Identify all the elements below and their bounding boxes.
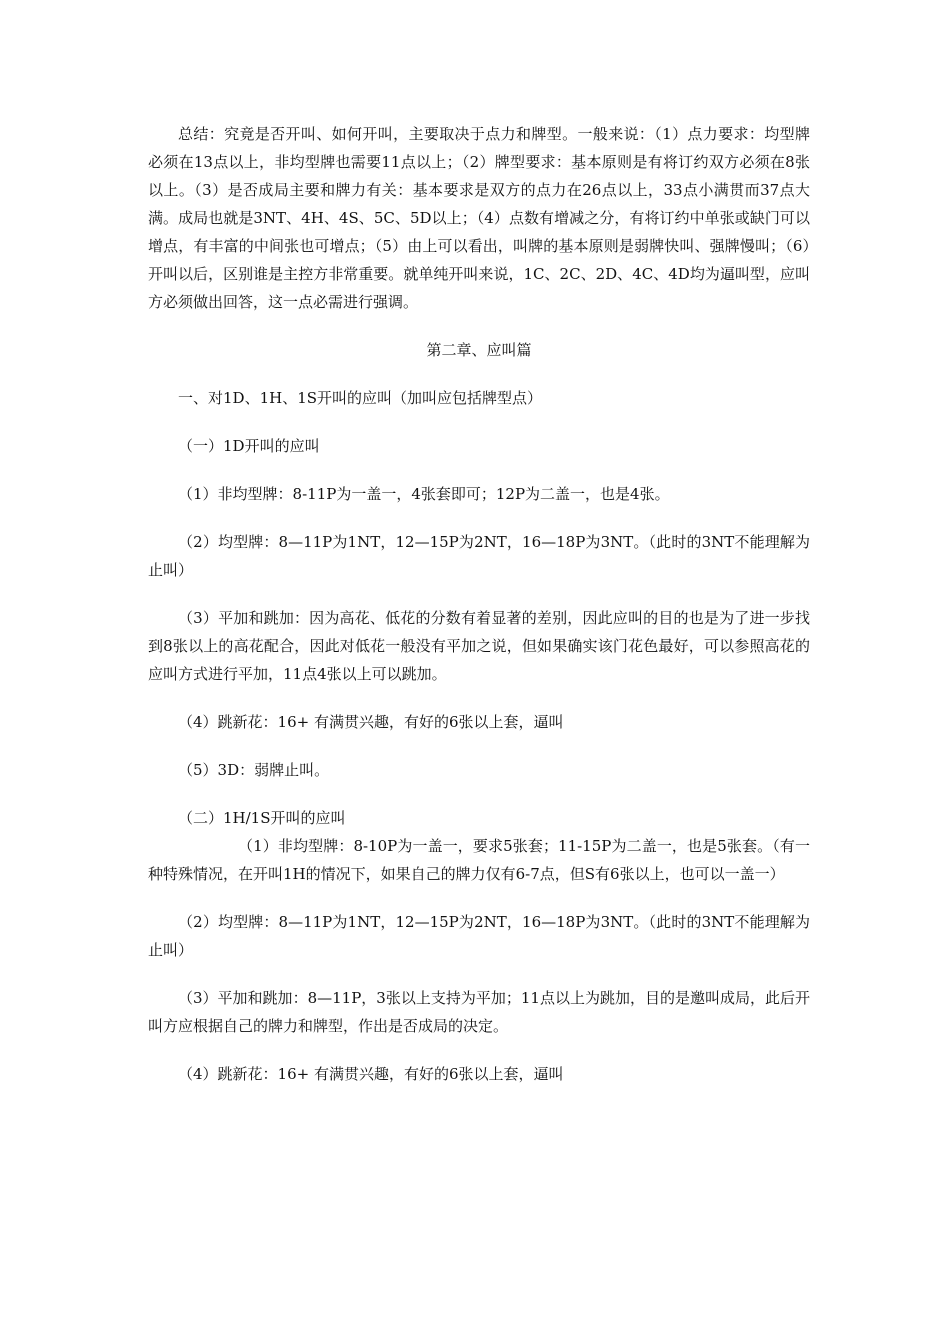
chapter-title: 第二章、应叫篇	[426, 341, 532, 359]
subsection-heading-1h-1s: （二）1H/1S开叫的应叫	[178, 809, 346, 827]
rule-item: （4）跳新花：16+ 有满贯兴趣，有好的6张以上套，逼叫	[178, 1065, 564, 1083]
rule-item: （5）3D：弱牌止叫。	[178, 761, 330, 779]
summary-paragraph: 总结：究竟是否开叫、如何开叫，主要取决于点力和牌型。一般来说：（1）点力要求：均型牌必须在13点以上，非均型牌也需要11点以上；（2）牌型要求：基本原则是有将订约双方必须在8张以上。（3）是否成局主要和牌力有关：基本要求是双方的点力在26点以上，33点小满贯而37点大满。成局也就是3NT、4H、4S、5C、5D以上；（4）点数有增减之分，有将订约中单张或缺门可以增点，有丰富的中间张也可增点；（5）由上可以看出，叫牌的基本原则是弱牌快叫、强牌慢叫；（6）开叫以后，区别谁是主控方非常重要。就单纯开叫来说，1C、2C、2D、4C、4D均为逼叫型，应叫方必须做出回答，这一点必需进行强调。	[148, 125, 810, 311]
rule-item: （2）均型牌：8—11P为1NT，12—15P为2NT，16—18P为3NT。（此时的3NT不能理解为止叫）	[148, 533, 810, 579]
rule-item: （2）均型牌：8—11P为1NT，12—15P为2NT，16—18P为3NT。（此时的3NT不能理解为止叫）	[148, 913, 810, 959]
rule-item: （4）跳新花：16+ 有满贯兴趣，有好的6张以上套，逼叫	[178, 713, 564, 731]
rule-item: （1）非均型牌：8-10P为一盖一，要求5张套；11-15P为二盖一，也是5张套。（有一种特殊情况，在开叫1H的情况下，如果自己的牌力仅有6-7点，但S有6张以上，也可以一盖一）	[148, 837, 810, 883]
rule-item: （3）平加和跳加：8—11P，3张以上支持为平加；11点以上为跳加，目的是邀叫成局，此后开叫方应根据自己的牌力和牌型，作出是否成局的决定。	[148, 989, 810, 1035]
rule-item: （3）平加和跳加：因为高花、低花的分数有着显著的差别，因此应叫的目的也是为了进一步找到8张以上的高花配合，因此对低花一般没有平加之说，但如果确实该门花色最好，可以参照高花的应叫方式进行平加，11点4张以上可以跳加。	[148, 609, 810, 683]
document-page	[148, 120, 810, 1088]
rule-item: （1）非均型牌：8-11P为一盖一，4张套即可；12P为二盖一，也是4张。	[178, 485, 670, 503]
subsection-heading-1d: （一）1D开叫的应叫	[178, 437, 320, 455]
section-heading: 一、对1D、1H、1S开叫的应叫（加叫应包括牌型点）	[178, 389, 543, 407]
